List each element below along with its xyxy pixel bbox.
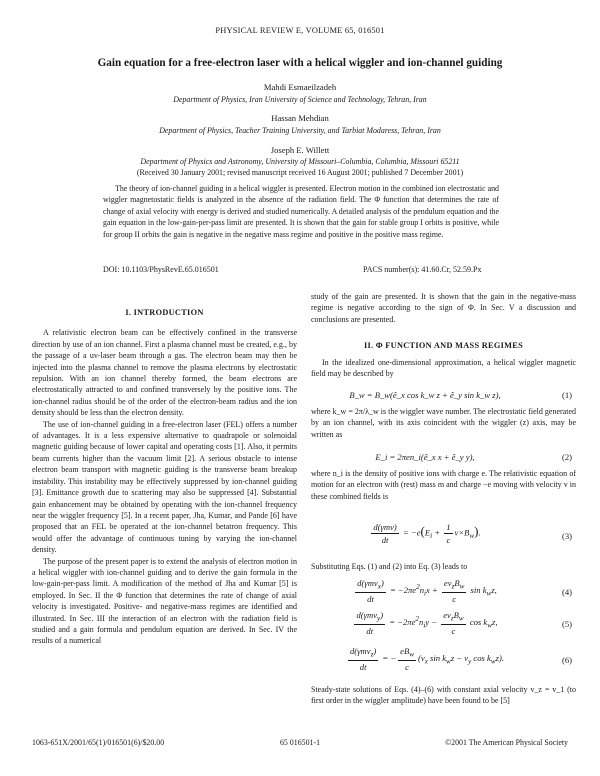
paragraph: In the idealized one-dimensional approximation, a helical wiggler magnetic field may be described by — [311, 358, 576, 379]
paper-title: Gain equation for a free-electron laser with a helical wiggler and ion-channel guiding — [97, 57, 503, 69]
pacs-numbers: PACS number(s): 41.60.Cr, 52.59.Px — [363, 265, 482, 274]
equation-body: $\frac{d(\gamma mv_z)}{dt}$ = − $\frac{eB_w}{c}$ ($v_x$ $\sin k_wz - v_y$ $\cos k_wz$). — [350, 646, 504, 672]
equation-number: (6) — [561, 655, 572, 665]
equation-2 — [310, 452, 580, 466]
equation-body: B_w = B_w(ê_x cos k_w z + ê_y sin k_w z), — [349, 390, 501, 400]
equation-body: $\frac{d(\gamma mv_y)}{dt}$ = $-2\pi e^2n_iy$ − $\frac{ev_zB_w}{c}$ $\cos k_wz$, — [356, 610, 498, 636]
paragraph: Steady-state solutions of Eqs. (4)–(6) with constant axial velocity v_z = v_1 (to first order in the wiggler amplitude) have been found to be [5] — [311, 685, 576, 706]
paragraph: where n_i is the density of positive ions with charge e. The relativistic equation of motion for an electron with (rest) mass m and charge −e moving with velocity v in these combined fields is — [311, 469, 576, 501]
affiliation-3: Department of Physics and Astronomy, University of Missouri–Columbia, Columbia, Missouri 65211 — [140, 157, 460, 166]
equation-1 — [310, 390, 580, 404]
footer-issn: 1063-651X/2001/65(1)/016501(6)/$20.00 — [32, 738, 165, 747]
equation-4 — [310, 578, 580, 608]
paragraph: where k_w = 2π/λ_w is the wiggler wave number. The electrostatic field generated by an ion channel, with its axis coincident with the wiggler (z) axis, may be written as — [311, 407, 576, 439]
right-column-p5 — [311, 684, 576, 707]
footer-copyright: ©2001 The American Physical Society — [445, 738, 568, 747]
author-2: Hassan Mehdian — [271, 113, 329, 123]
author-1: Mahdi Esmaeilzadeh — [263, 82, 337, 92]
affiliation-1: Department of Physics, Iran University of Science and Technology, Tehran, Iran — [173, 95, 427, 104]
right-column-intro — [311, 291, 576, 325]
footer-page-number: 65 016501-1 — [279, 738, 321, 747]
right-column-p3 — [311, 468, 576, 502]
received-dates: (Received 30 January 2001; revised manuscript received 16 August 2001; published 7 December 2001) — [136, 168, 464, 177]
paragraph: The use of ion-channel guiding in a free-electron laser (FEL) offers a number of advantages. It is a less expensive alternative to quadrapole or solenoidal magnetic guiding because of lower capital and operating costs [1]. Also, it permits beam currents higher than the vacuum limit [2]. A serious obstacle to intense electron beam transport with magnetic guiding is the transverse beam breakup instability. This instability may be effectively suppressed by ion-channel guiding [3]. Emittance growth due to scattering may also be suppressed [4]. Substantial gain enhancement may be obtained by operating with the ion-channel frequency near the wiggler frequency [5]. In a recent paper, Jha, Kumar, and Pande [6] have proposed that an FEL be operated at the ion-channel betatron frequency. This would offer the advantage of continuous tuning by varying the ion-channel density. — [32, 419, 297, 555]
author-3: Joseph E. Willett — [270, 145, 330, 155]
affiliation-2: Department of Physics, Teacher Training University, and Tarbiat Modaress, Tehran, Iran — [159, 126, 441, 135]
equation-body: $\frac{\text{d(γmv)}}{dt}$ = $-e(E_i$ + $\frac{1}{c}$ $v\times B_w$). — [373, 522, 481, 545]
section-heading-phi-function: II. Φ FUNCTION AND MASS REGIMES — [363, 341, 524, 350]
equation-number: (3) — [561, 531, 572, 541]
doi: DOI: 10.1103/PhysRevE.65.016501 — [103, 265, 219, 274]
paragraph: A relativistic electron beam can be effectively confined in the transverse direction by use of an ion channel. First a plasma channel must be created, e.g., by the passage of a uv-laser beam through a gas. The electron beam may then be injected into the plasma channel to remove the plasma electrons by electrostatic repulsion. With an ion channel thereby formed, the beam electrons are electrostatically attracted to and confined transversely by the positive ions. The ion-channel radius should be of the order of the electron-beam radius and the ion density should be less than the electron density. — [32, 328, 297, 418]
paragraph: study of the gain are presented. It is shown that the gain in the negative-mass regime is negative according to the sign of Φ. In Sec. V a discussion and conclusions are presented. — [311, 292, 576, 324]
abstract: The theory of ion-channel guiding in a helical wiggler is presented. Electron motion in the combined ion electrostatic and wiggler magnetostatic fields is analyzed in the absence of the radiation field. The Φ function that determines the rate of change of axial velocity with energy is derived and studied numerically. A detailed analysis of the pendulum equation and the gain equation in the low-gain-per-pass limit are presented. It is shown that the gain for stable group I orbits is positive, while for group II orbits the gain is negative in the negative mass regime and positive in the positive mass regime. — [103, 184, 499, 239]
equation-body: E_i = 2πen_i(ê_x x + ê_y y), — [375, 452, 475, 462]
right-column-p1 — [311, 357, 576, 380]
equation-6 — [310, 646, 580, 676]
equation-number: (4) — [561, 587, 572, 597]
paragraph: Substituting Eqs. (1) and (2) into Eq. (3) leads to — [311, 562, 468, 571]
left-column — [32, 307, 297, 647]
equation-3 — [310, 522, 580, 552]
equation-body: $\frac{d(\gamma mv_x)}{dt}$ = $-2\pi e^2n_ix$ + $\frac{ev_zB_w}{c}$ $\sin k_wz$, — [357, 578, 497, 604]
equation-number: (5) — [561, 619, 572, 629]
journal-header: PHYSICAL REVIEW E, VOLUME 65, 016501 — [215, 26, 385, 35]
equation-number: (1) — [561, 390, 572, 400]
paragraph: The purpose of the present paper is to extend the analysis of electron motion in a helical wiggler with ion-channel guiding and to derive the gain formula in the low-gain-per-pass limit. A modification of the method of Jha and Kumar [5] is employed. In Sec. II the Φ function that determines the rate of change of axial velocity is investigated. Positive- and negative-mass regimes are identified and illustrated. In Sec. III the interaction of an electron with the radiation field is studied and a gain formula and pendulum equation are derived. In Sec. IV the results of a numerical — [32, 556, 297, 646]
equation-number: (2) — [561, 452, 572, 462]
equation-5 — [310, 610, 580, 640]
section-heading-introduction: I. INTRODUCTION — [125, 308, 204, 317]
right-column-p2 — [311, 406, 576, 440]
right-column-p4 — [311, 561, 576, 572]
